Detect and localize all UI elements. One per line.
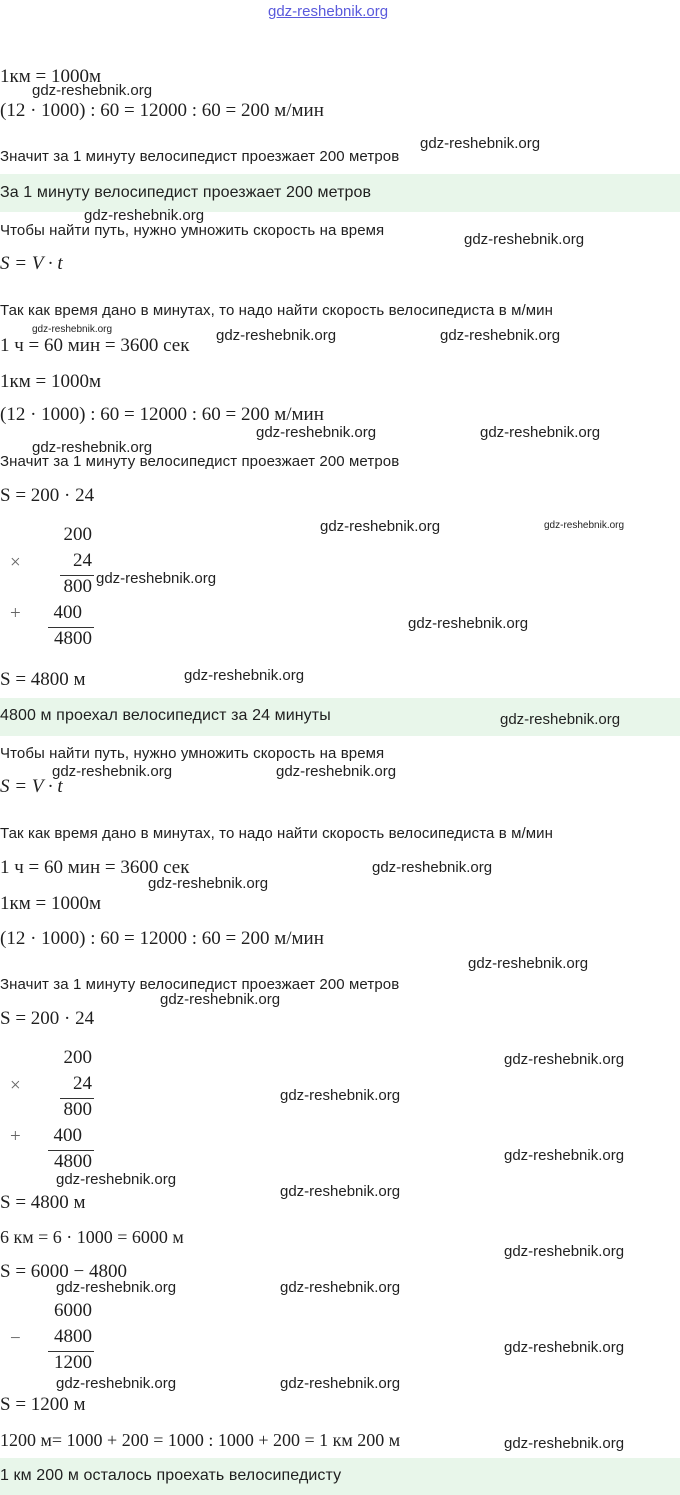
eq-speed-calc: (12 · 1000) : 60 = 12000 : 60 = 200 м/мин — [0, 100, 324, 121]
calc-op-multiply: × — [10, 1075, 21, 1096]
text-rule: Чтобы найти путь, нужно умножить скорость на время — [0, 745, 385, 762]
watermark: gdz-reshebnik.org — [148, 875, 269, 892]
calc-partial-2: 400 — [53, 1125, 82, 1146]
eq-hour: 1 ч = 60 мин = 3600 сек — [0, 335, 190, 356]
text-minutes-note: Так как время дано в минутах, то надо найти скорость велосипедиста в м/мин — [0, 302, 554, 319]
calc-factor-a: 200 — [63, 524, 92, 545]
watermark: gdz-reshebnik.org — [440, 327, 561, 344]
watermark: gdz-reshebnik.org — [276, 763, 397, 780]
watermark: gdz-reshebnik.org — [32, 439, 153, 456]
formula-s-vt: S = V · t — [0, 776, 63, 797]
watermark-small: gdz-reshebnik.org — [32, 324, 113, 335]
watermark: gdz-reshebnik.org — [504, 1147, 625, 1164]
watermark: gdz-reshebnik.org — [160, 991, 281, 1008]
eq-result: S = 1200 м — [0, 1394, 86, 1415]
watermark-top[interactable]: gdz-reshebnik.org — [268, 3, 389, 20]
watermark: gdz-reshebnik.org — [216, 327, 337, 344]
calc-result: 4800 — [54, 628, 92, 649]
eq-convert: 1200 м= 1000 + 200 = 1000 : 1000 + 200 = 1 км 200 м — [0, 1430, 401, 1450]
watermark: gdz-reshebnik.org — [280, 1375, 401, 1392]
calc-op-plus: + — [10, 1126, 21, 1147]
answer-text: 4800 м проехал велосипедист за 24 минуты — [0, 707, 331, 724]
watermark: gdz-reshebnik.org — [84, 207, 205, 224]
calc-result: 1200 — [54, 1352, 92, 1373]
watermark: gdz-reshebnik.org — [56, 1279, 177, 1296]
eq-remaining: S = 6000 − 4800 — [0, 1261, 127, 1282]
watermark: gdz-reshebnik.org — [280, 1279, 401, 1296]
watermark: gdz-reshebnik.org — [32, 82, 153, 99]
calc-factor-a: 200 — [63, 1047, 92, 1068]
answer-text: За 1 минуту велосипедист проезжает 200 метров — [0, 184, 372, 201]
eq-result: S = 4800 м — [0, 1192, 86, 1213]
watermark: gdz-reshebnik.org — [372, 859, 493, 876]
watermark: gdz-reshebnik.org — [280, 1183, 401, 1200]
eq-km-to-m: 1км = 1000м — [0, 66, 101, 87]
text-conclusion: Значит за 1 минуту велосипедист проезжает 200 метров — [0, 976, 400, 993]
watermark: gdz-reshebnik.org — [464, 231, 585, 248]
watermark: gdz-reshebnik.org — [256, 424, 377, 441]
watermark: gdz-reshebnik.org — [504, 1243, 625, 1260]
calc-partial-2: 400 — [53, 602, 82, 623]
watermark: gdz-reshebnik.org — [184, 667, 305, 684]
eq-hour: 1 ч = 60 мин = 3600 сек — [0, 857, 190, 878]
calc-factor-b: 24 — [73, 550, 92, 571]
answer-text: 1 км 200 м осталось проехать велосипедисту — [0, 1467, 342, 1484]
watermark: gdz-reshebnik.org — [504, 1339, 625, 1356]
watermark: gdz-reshebnik.org — [500, 711, 621, 728]
watermark: gdz-reshebnik.org — [96, 570, 217, 587]
eq-distance: S = 200 · 24 — [0, 485, 95, 506]
calc-partial-1: 800 — [63, 1099, 92, 1120]
eq-result: S = 4800 м — [0, 669, 86, 690]
eq-km-to-m: 1км = 1000м — [0, 893, 101, 914]
watermark: gdz-reshebnik.org — [52, 763, 173, 780]
eq-speed-calc: (12 · 1000) : 60 = 12000 : 60 = 200 м/мин — [0, 928, 324, 949]
watermark: gdz-reshebnik.org — [56, 1375, 177, 1392]
watermark: gdz-reshebnik.org — [56, 1171, 177, 1188]
eq-speed-calc: (12 · 1000) : 60 = 12000 : 60 = 200 м/мин — [0, 404, 324, 425]
eq-distance: S = 200 · 24 — [0, 1008, 95, 1029]
watermark: gdz-reshebnik.org — [468, 955, 589, 972]
watermark: gdz-reshebnik.org — [420, 135, 541, 152]
formula-s-vt: S = V · t — [0, 253, 63, 274]
text-minutes-note: Так как время дано в минутах, то надо найти скорость велосипедиста в м/мин — [0, 825, 554, 842]
watermark: gdz-reshebnik.org — [504, 1051, 625, 1068]
watermark-small: gdz-reshebnik.org — [544, 520, 625, 531]
eq-6km: 6 км = 6 · 1000 = 6000 м — [0, 1227, 184, 1247]
calc-subtrahend: 4800 — [54, 1326, 92, 1347]
watermark: gdz-reshebnik.org — [504, 1435, 625, 1452]
text-conclusion: Значит за 1 минуту велосипедист проезжает 200 метров — [0, 148, 400, 165]
watermark: gdz-reshebnik.org — [280, 1087, 401, 1104]
watermark: gdz-reshebnik.org — [408, 615, 529, 632]
calc-minuend: 6000 — [54, 1300, 92, 1321]
calc-result: 4800 — [54, 1151, 92, 1172]
watermark: gdz-reshebnik.org — [320, 518, 441, 535]
calc-op-multiply: × — [10, 552, 21, 573]
watermark: gdz-reshebnik.org — [480, 424, 601, 441]
text-conclusion: Значит за 1 минуту велосипедист проезжает 200 метров — [0, 453, 400, 470]
text-rule: Чтобы найти путь, нужно умножить скорость на время — [0, 222, 385, 239]
calc-op-plus: + — [10, 603, 21, 624]
calc-factor-b: 24 — [73, 1073, 92, 1094]
calc-partial-1: 800 — [63, 576, 92, 597]
calc-op-minus: − — [10, 1328, 21, 1349]
eq-km-to-m: 1км = 1000м — [0, 371, 101, 392]
